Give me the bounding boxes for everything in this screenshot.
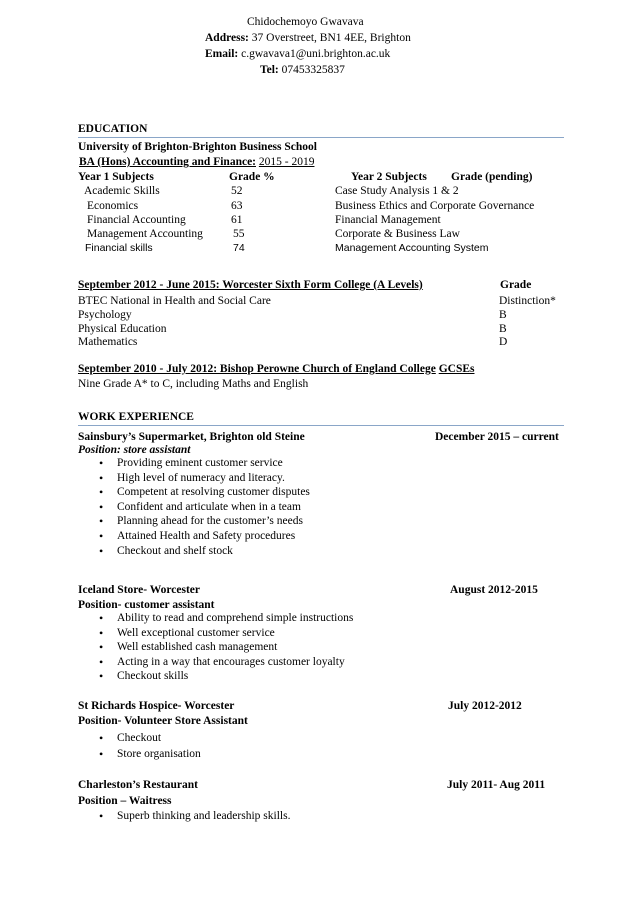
year1-subject: Management Accounting (87, 228, 203, 240)
grade-percent-header: Grade % (229, 171, 275, 183)
year1-subject: Financial skills (85, 242, 153, 254)
year1-subject: Academic Skills (84, 185, 160, 197)
job-employer: Iceland Store- Worcester (78, 584, 201, 596)
address-line (205, 31, 411, 45)
alevel-subject: BTEC National in Health and Social Care (78, 295, 271, 307)
duty-item: • Competent at resolving customer disputes (95, 485, 310, 500)
year1-subject: Economics (87, 200, 139, 212)
year1-grade: 74 (233, 242, 245, 254)
job-dates: August 2012-2015 (450, 584, 538, 596)
duty-item: • Checkout and shelf stock (95, 544, 310, 559)
job-position: Position: store assistant (78, 444, 191, 456)
duty-item: • Superb thinking and leadership skills. (95, 809, 290, 824)
job-dates: July 2011- Aug 2011 (447, 779, 546, 791)
gcse-title-line (78, 362, 474, 376)
degree-label: BA (Hons) Accounting and Finance: (79, 156, 256, 168)
duty-item: • Planning ahead for the customer’s needs (95, 514, 310, 529)
degree-line (79, 155, 314, 169)
alevel-subject: Physical Education (78, 323, 167, 335)
year1-grade: 61 (231, 214, 243, 226)
year1-grade: 55 (233, 228, 245, 240)
year2-subject: Financial Management (335, 214, 441, 226)
job-duties-list (95, 456, 310, 558)
year2-header: Year 2 Subjects (351, 171, 427, 183)
duty-item: • Store organisation (95, 746, 201, 762)
year1-header: Year 1 Subjects (78, 171, 154, 183)
duty-item: • Well exceptional customer service (95, 626, 353, 641)
year1-subject: Financial Accounting (87, 214, 186, 226)
grade-pending-header: Grade (pending) (451, 171, 533, 183)
job-position: Position- customer assistant (78, 599, 215, 611)
duty-item: • Acting in a way that encourages customer loyalty (95, 655, 353, 670)
address-value: 37 Overstreet, BN1 4EE, Brighton (251, 32, 411, 44)
address-label: Address: (205, 32, 249, 44)
duty-item: • Well established cash management (95, 640, 353, 655)
job-duties-list (95, 809, 290, 824)
email-line (205, 47, 390, 61)
job-employer: Charleston’s Restaurant (78, 779, 198, 791)
job-position: Position – Waitress (78, 795, 172, 807)
degree-years: 2015 - 2019 (258, 156, 315, 168)
work-heading: WORK EXPERIENCE (78, 411, 194, 423)
email-value: c.gwavava1@uni.brighton.ac.uk (241, 48, 391, 60)
year1-grade: 52 (231, 185, 243, 197)
duty-item: • Confident and articulate when in a team (95, 500, 310, 515)
gcse-label: GCSEs (438, 363, 475, 375)
year2-subject: Management Accounting System (335, 242, 489, 254)
gcse-title: September 2010 - July 2012: Bishop Perowne Church of England College (78, 363, 436, 375)
alevel-grade: Distinction* (499, 295, 556, 307)
year2-subject: Business Ethics and Corporate Governance (335, 200, 535, 212)
year1-grade: 63 (231, 200, 243, 212)
duty-item: • Providing eminent customer service (95, 456, 310, 471)
applicant-name: Chidochemoyo Gwavava (247, 16, 364, 28)
year2-subject: Corporate & Business Law (335, 228, 460, 240)
year2-subject: Case Study Analysis 1 & 2 (335, 185, 459, 197)
gcse-summary: Nine Grade A* to C, including Maths and English (78, 378, 309, 390)
duty-item: • High level of numeracy and literacy. (95, 471, 310, 486)
job-employer: St Richards Hospice- Worcester (78, 700, 235, 712)
education-heading: EDUCATION (78, 123, 148, 135)
alevel-grade: B (499, 309, 507, 321)
job-duties-list (95, 730, 201, 762)
duty-item: • Checkout skills (95, 669, 353, 684)
alevel-grade: B (499, 323, 507, 335)
alevels-grade-header: Grade (500, 279, 532, 291)
job-dates: July 2012-2012 (448, 700, 522, 712)
duty-item: • Ability to read and comprehend simple instructions (95, 611, 353, 626)
tel-line (260, 63, 345, 77)
alevel-subject: Psychology (78, 309, 132, 321)
job-position: Position- Volunteer Store Assistant (78, 715, 248, 727)
email-label: Email: (205, 48, 239, 60)
alevel-grade: D (499, 336, 508, 348)
education-divider (78, 137, 564, 138)
job-dates: December 2015 – current (435, 431, 559, 443)
work-divider (78, 425, 564, 426)
alevel-subject: Mathematics (78, 336, 138, 348)
duty-item: • Checkout (95, 730, 201, 746)
university-name: University of Brighton-Brighton Business School (78, 141, 317, 153)
alevels-title: September 2012 - June 2015: Worcester Sixth Form College (A Levels) (78, 279, 423, 291)
tel-label: Tel: (260, 64, 279, 76)
duty-item: • Attained Health and Safety procedures (95, 529, 310, 544)
tel-value: 07453325837 (281, 64, 345, 76)
job-employer: Sainsbury’s Supermarket, Brighton old Steine (78, 431, 305, 443)
job-duties-list (95, 611, 353, 684)
